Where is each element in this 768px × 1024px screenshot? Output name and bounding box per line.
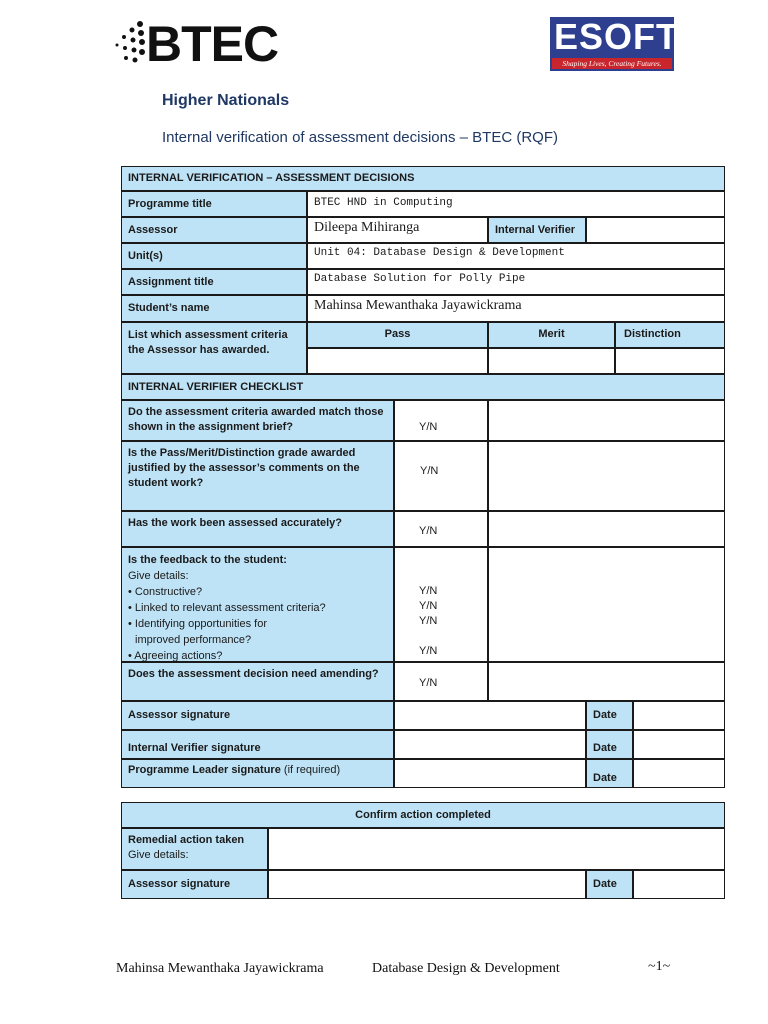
merit-header: Merit	[488, 322, 615, 348]
footer-student-name: Mahinsa Mewanthaka Jayawickrama	[116, 961, 324, 976]
pl-signature-label	[121, 759, 394, 788]
distinction-header: Distinction	[615, 322, 725, 348]
assessor-field[interactable]: Dileepa Mihiranga	[307, 217, 488, 243]
units-label: Unit(s)	[121, 243, 307, 269]
pass-header: Pass	[307, 322, 488, 348]
esoft-logo	[550, 16, 680, 71]
q4-yn-cell	[394, 547, 488, 662]
q4-give-details: Give details:	[128, 570, 189, 582]
assignment-title-label: Assignment title	[121, 269, 307, 295]
q4-title: Is the feedback to the student:	[128, 554, 287, 566]
pl-signature-field[interactable]	[394, 759, 586, 788]
btec-logo	[114, 16, 279, 72]
q5-yn[interactable]: Y/N	[394, 662, 488, 701]
units-field[interactable]: Unit 04: Database Design & Development	[307, 243, 725, 269]
remedial-action-title: Remedial action taken	[128, 834, 245, 846]
remedial-action-field[interactable]	[268, 828, 725, 870]
q1-comment[interactable]	[488, 400, 725, 441]
checklist-q1: Do the assessment criteria awarded match those shown in the assignment brief?	[121, 400, 394, 441]
assessor-signature-field[interactable]	[394, 701, 586, 730]
pl-date-label: Date	[586, 759, 633, 788]
confirm-header: Confirm action completed	[121, 802, 725, 828]
q4-yn-agreeing[interactable]: Y/N	[419, 645, 438, 657]
assessor-date-field[interactable]	[633, 701, 725, 730]
q4-yn-linked[interactable]: Y/N	[419, 600, 438, 612]
checklist-q2: Is the Pass/Merit/Distinction grade awarded justified by the assessor’s comments on the student work?	[121, 441, 394, 511]
q3-comment[interactable]	[488, 511, 725, 547]
esoft-tagline: Shaping Lives, Creating Futures.	[552, 58, 672, 69]
iv-date-field[interactable]	[633, 730, 725, 759]
confirm-assessor-signature-field[interactable]	[268, 870, 586, 899]
q4-item-identifying: • Identifying opportunities for	[128, 618, 267, 630]
q4-item-constructive: • Constructive?	[128, 586, 203, 598]
footer-page-number: ~1~	[648, 959, 671, 974]
q1-yn[interactable]: Y/N	[394, 400, 488, 441]
student-name-label: Student’s name	[121, 295, 307, 322]
distinction-field[interactable]	[615, 348, 725, 374]
iv-signature-field[interactable]	[394, 730, 586, 759]
student-name-field[interactable]: Mahinsa Mewanthaka Jayawickrama	[307, 295, 725, 322]
merit-field[interactable]	[488, 348, 615, 374]
pl-signature-note: (if required)	[283, 764, 341, 776]
page-title: Higher Nationals	[162, 92, 290, 109]
confirm-date-label: Date	[586, 870, 633, 899]
pl-date-field[interactable]	[633, 759, 725, 788]
q3-yn[interactable]: Y/N	[394, 511, 488, 547]
q4-yn-identifying[interactable]: Y/N	[419, 615, 438, 627]
footer-module: Database Design & Development	[372, 961, 560, 976]
iv-section-header: INTERNAL VERIFICATION – ASSESSMENT DECISIONS	[121, 166, 725, 191]
remedial-action-label	[121, 828, 268, 870]
q4-yn-constructive[interactable]: Y/N	[419, 585, 438, 597]
esoft-logo-text: ESOFT	[554, 16, 680, 57]
programme-title-field[interactable]: BTEC HND in Computing	[307, 191, 725, 217]
internal-verifier-field[interactable]	[586, 217, 725, 243]
remedial-action-note: Give details:	[128, 849, 189, 861]
confirm-date-field[interactable]	[633, 870, 725, 899]
q4-item-improved: improved performance?	[135, 634, 252, 646]
checklist-header: INTERNAL VERIFIER CHECKLIST	[121, 374, 725, 400]
checklist-q3: Has the work been assessed accurately?	[121, 511, 394, 547]
iv-signature-label: Internal Verifier signature	[121, 730, 394, 759]
q4-item-agreeing: • Agreeing actions?	[128, 650, 223, 662]
checklist-q5: Does the assessment decision need amending?	[121, 662, 394, 701]
iv-date-label: Date	[586, 730, 633, 759]
internal-verifier-label: Internal Verifier	[488, 217, 586, 243]
page-subtitle: Internal verification of assessment decisions – BTEC (RQF)	[162, 129, 558, 146]
pl-signature-label-text: Programme Leader signature	[128, 764, 281, 776]
criteria-awarded-label: List which assessment criteria the Assessor has awarded.	[121, 322, 307, 374]
assignment-title-field[interactable]: Database Solution for Polly Pipe	[307, 269, 725, 295]
confirm-assessor-signature-label: Assessor signature	[121, 870, 268, 899]
q4-item-linked: • Linked to relevant assessment criteria?	[128, 602, 326, 614]
btec-dots-icon	[114, 20, 148, 66]
pass-field[interactable]	[307, 348, 488, 374]
q4-comment[interactable]	[488, 547, 725, 662]
q2-yn[interactable]: Y/N	[394, 441, 488, 511]
q5-comment[interactable]	[488, 662, 725, 701]
programme-title-label: Programme title	[121, 191, 307, 217]
assessor-date-label: Date	[586, 701, 633, 730]
assessor-signature-label: Assessor signature	[121, 701, 394, 730]
assessor-label: Assessor	[121, 217, 307, 243]
btec-logo-text: BTEC	[146, 16, 279, 72]
checklist-q4	[121, 547, 394, 662]
q2-comment[interactable]	[488, 441, 725, 511]
